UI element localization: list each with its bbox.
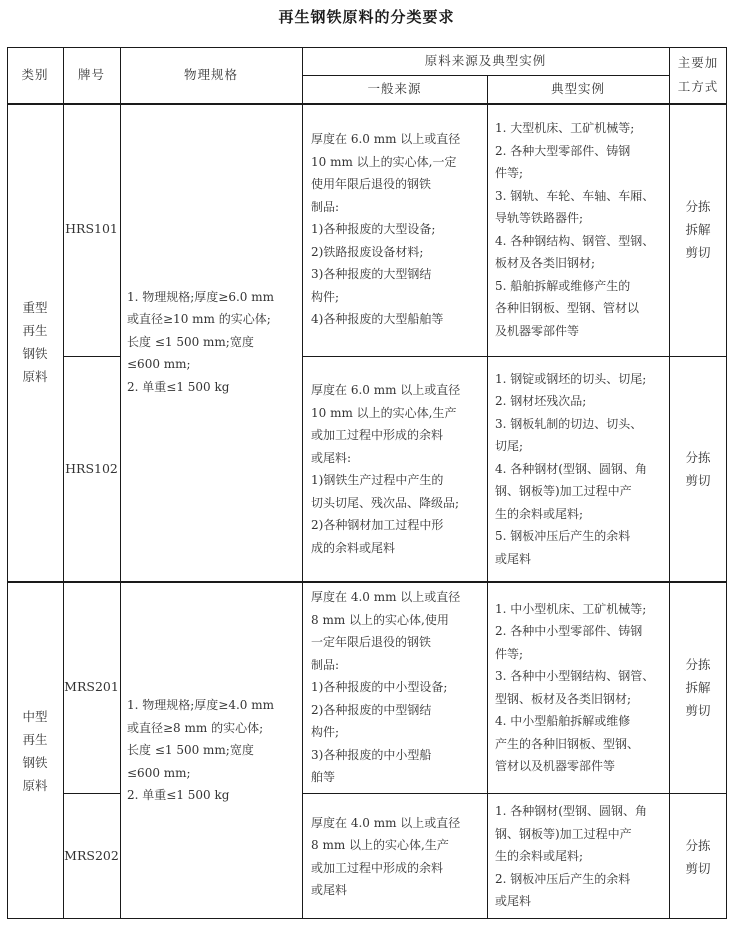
example-line: 2. 各种中小型零部件、铸钢 (495, 624, 643, 638)
processing-line: 剪切 (685, 245, 711, 260)
source-line: 切头切尾、残次品、降级品; (311, 495, 460, 510)
header-source-group: 原料来源及典型实例 (424, 52, 547, 68)
source-line: 厚度在 4.0 mm 以上或直径 (311, 590, 461, 605)
example-line: 1. 大型机床、工矿机械等; (495, 121, 635, 135)
typical-examples-mrs201 (487, 582, 669, 793)
spec-line: 1. 物理规格;厚度≥4.0 mm (127, 698, 275, 713)
example-line: 生的余料或尾料; (495, 506, 584, 521)
source-line: 4)各种报废的大型船舶等 (311, 312, 444, 327)
example-line: 钢、钢板等)加工过程中产 (495, 826, 632, 841)
example-line: 件等; (495, 646, 524, 661)
category-name-line: 原料 (22, 369, 48, 384)
header-processing-line: 主要加 (677, 55, 719, 70)
processing-line: 拆解 (685, 680, 711, 695)
example-line: 型钢、板材及各类旧钢材; (495, 691, 632, 706)
source-line: 厚度在 4.0 mm 以上或直径 (311, 815, 461, 830)
example-line: 2. 各种大型零部件、铸钢 (495, 143, 631, 158)
category-name-line: 重型 (22, 300, 48, 315)
source-line: 成的余料或尾料 (311, 540, 396, 555)
source-line: 厚度在 6.0 mm 以上或直径 (311, 383, 461, 397)
processing-hrs101 (669, 103, 727, 356)
example-line: 3. 钢板轧制的切边、切头、 (495, 416, 643, 431)
category-heavy (7, 103, 63, 581)
example-line: 3. 钢轨、车轮、车轴、车厢、 (495, 188, 655, 203)
example-line: 1. 各种钢材(型钢、圆钢、角 (495, 804, 647, 819)
source-line: 2)各种钢材加工过程中形 (311, 518, 444, 532)
example-line: 板材及各类旧钢材; (495, 256, 596, 270)
processing-line: 剪切 (685, 703, 711, 718)
source-line: 构件; (311, 725, 340, 740)
source-line: 2)铁路报废设备材料; (311, 244, 424, 259)
example-line: 2. 钢材坯残次品; (495, 394, 587, 409)
source-line: 10 mm 以上的实心体,一定 (311, 154, 457, 169)
source-line: 或尾料 (311, 883, 348, 897)
spec-line: 2. 单重≤1 500 kg (127, 788, 230, 803)
example-line: 4. 中小型船舶拆解或维修 (495, 714, 631, 728)
example-line: 2. 钢板冲压后产生的余料 (495, 871, 631, 886)
general-source-hrs101 (302, 103, 487, 356)
source-line: 或加工过程中形成的余料 (311, 860, 444, 875)
processing-line: 剪切 (685, 860, 711, 876)
physical-spec-medium (120, 582, 302, 919)
source-line: 3)各种报废的中小型船 (311, 747, 432, 762)
example-line: 导轨等铁路器件; (495, 211, 584, 225)
processing-mrs202 (669, 794, 727, 919)
general-source-hrs102 (302, 357, 487, 581)
header-grade: 牌号 (77, 66, 105, 82)
source-line: 1)各种报废的大型设备; (311, 222, 436, 237)
example-line: 3. 各种中小型钢结构、钢管、 (495, 669, 655, 683)
example-line: 4. 各种钢结构、钢管、型钢、 (495, 233, 655, 248)
example-line: 1. 钢锭或钢坯的切头、切尾; (495, 371, 647, 386)
example-line: 生的余料或尾料; (495, 849, 584, 864)
category-name-line: 中型 (22, 708, 48, 724)
category-medium (7, 582, 63, 919)
example-line: 各种旧钢板、型钢、管材以 (495, 301, 640, 315)
source-line: 构件; (311, 289, 340, 304)
grade-code-mrs201: MRS201 (64, 679, 119, 695)
source-line: 10 mm 以上的实心体,生产 (311, 405, 457, 420)
source-line: 舶等 (311, 770, 336, 785)
source-line: 8 mm 以上的实心体,使用 (311, 612, 449, 627)
source-line: 1)各种报废的中小型设备; (311, 680, 448, 695)
header-category: 类别 (21, 66, 49, 82)
general-source-mrs201 (302, 582, 487, 793)
source-line: 3)各种报废的大型钢结 (311, 267, 432, 282)
grade-code-hrs101: HRS101 (65, 221, 118, 237)
example-line: 5. 钢板冲压后产生的余料 (495, 529, 631, 544)
source-line: 制品: (311, 199, 340, 214)
source-line: 一定年限后退役的钢铁 (311, 635, 432, 650)
category-name-line: 再生 (22, 323, 48, 338)
processing-mrs201 (669, 582, 727, 793)
example-line: 1. 中小型机床、工矿机械等; (495, 601, 647, 616)
grade-code-hrs102: HRS102 (65, 460, 118, 476)
example-line: 及机器零部件等 (495, 323, 580, 338)
source-line: 使用年限后退役的钢铁 (311, 177, 432, 192)
header-physical-spec: 物理规格 (183, 66, 238, 82)
typical-examples-hrs101 (487, 103, 669, 356)
processing-line: 剪切 (685, 473, 711, 488)
source-line: 制品: (311, 657, 340, 672)
header-processing-line: 工方式 (677, 79, 719, 94)
category-name-line: 钢铁 (22, 346, 48, 361)
category-name-line: 原料 (22, 777, 48, 793)
example-line: 5. 船舶拆解或维修产生的 (495, 278, 631, 293)
source-line: 或尾料: (311, 450, 352, 465)
category-name-line: 再生 (22, 731, 48, 747)
processing-line: 分拣 (685, 657, 711, 672)
example-line: 4. 各种钢材(型钢、圆钢、角 (495, 461, 647, 476)
example-line: 切尾; (495, 439, 524, 454)
spec-line: 长度 ≤1 500 mm;宽度 (127, 743, 254, 758)
spec-line: ≤600 mm; (127, 357, 191, 372)
spec-line: ≤600 mm; (127, 765, 191, 780)
source-line: 或加工过程中形成的余料 (311, 428, 444, 442)
spec-line: 长度 ≤1 500 mm;宽度 (127, 334, 254, 349)
example-line: 产生的各种旧钢板、型钢、 (495, 736, 640, 751)
typical-examples-hrs102 (487, 357, 669, 581)
spec-line: 或直径≥8 mm 的实心体; (127, 720, 264, 735)
processing-hrs102 (669, 357, 727, 581)
processing-line: 拆解 (685, 222, 711, 237)
header-processing (669, 47, 727, 103)
grade-code-mrs202: MRS202 (64, 848, 119, 864)
typical-examples-mrs202 (487, 794, 669, 919)
example-line: 或尾料 (495, 551, 532, 566)
processing-line: 分拣 (685, 199, 711, 214)
source-line: 1)钢铁生产过程中产生的 (311, 473, 444, 487)
header-typical-examples: 典型实例 (550, 80, 605, 96)
spec-line: 1. 物理规格;厚度≥6.0 mm (127, 289, 275, 304)
example-line: 钢、钢板等)加工过程中产 (495, 484, 632, 499)
processing-line: 分拣 (685, 450, 711, 465)
processing-line: 分拣 (685, 837, 711, 853)
spec-line: 2. 单重≤1 500 kg (127, 379, 230, 394)
header-general-source: 一般来源 (367, 80, 422, 96)
example-line: 管材以及机器零部件等 (495, 759, 616, 773)
category-name-line: 钢铁 (22, 754, 48, 770)
example-line: 或尾料 (495, 894, 532, 909)
table-title: 再生钢铁原料的分类要求 (278, 8, 455, 26)
source-line: 厚度在 6.0 mm 以上或直径 (311, 132, 461, 147)
source-line: 8 mm 以上的实心体,生产 (311, 838, 449, 852)
example-line: 件等; (495, 166, 524, 180)
spec-line: 或直径≥10 mm 的实心体; (127, 312, 271, 327)
physical-spec-heavy (120, 103, 302, 581)
general-source-mrs202 (302, 794, 487, 919)
source-line: 2)各种报废的中型钢结 (311, 702, 432, 717)
